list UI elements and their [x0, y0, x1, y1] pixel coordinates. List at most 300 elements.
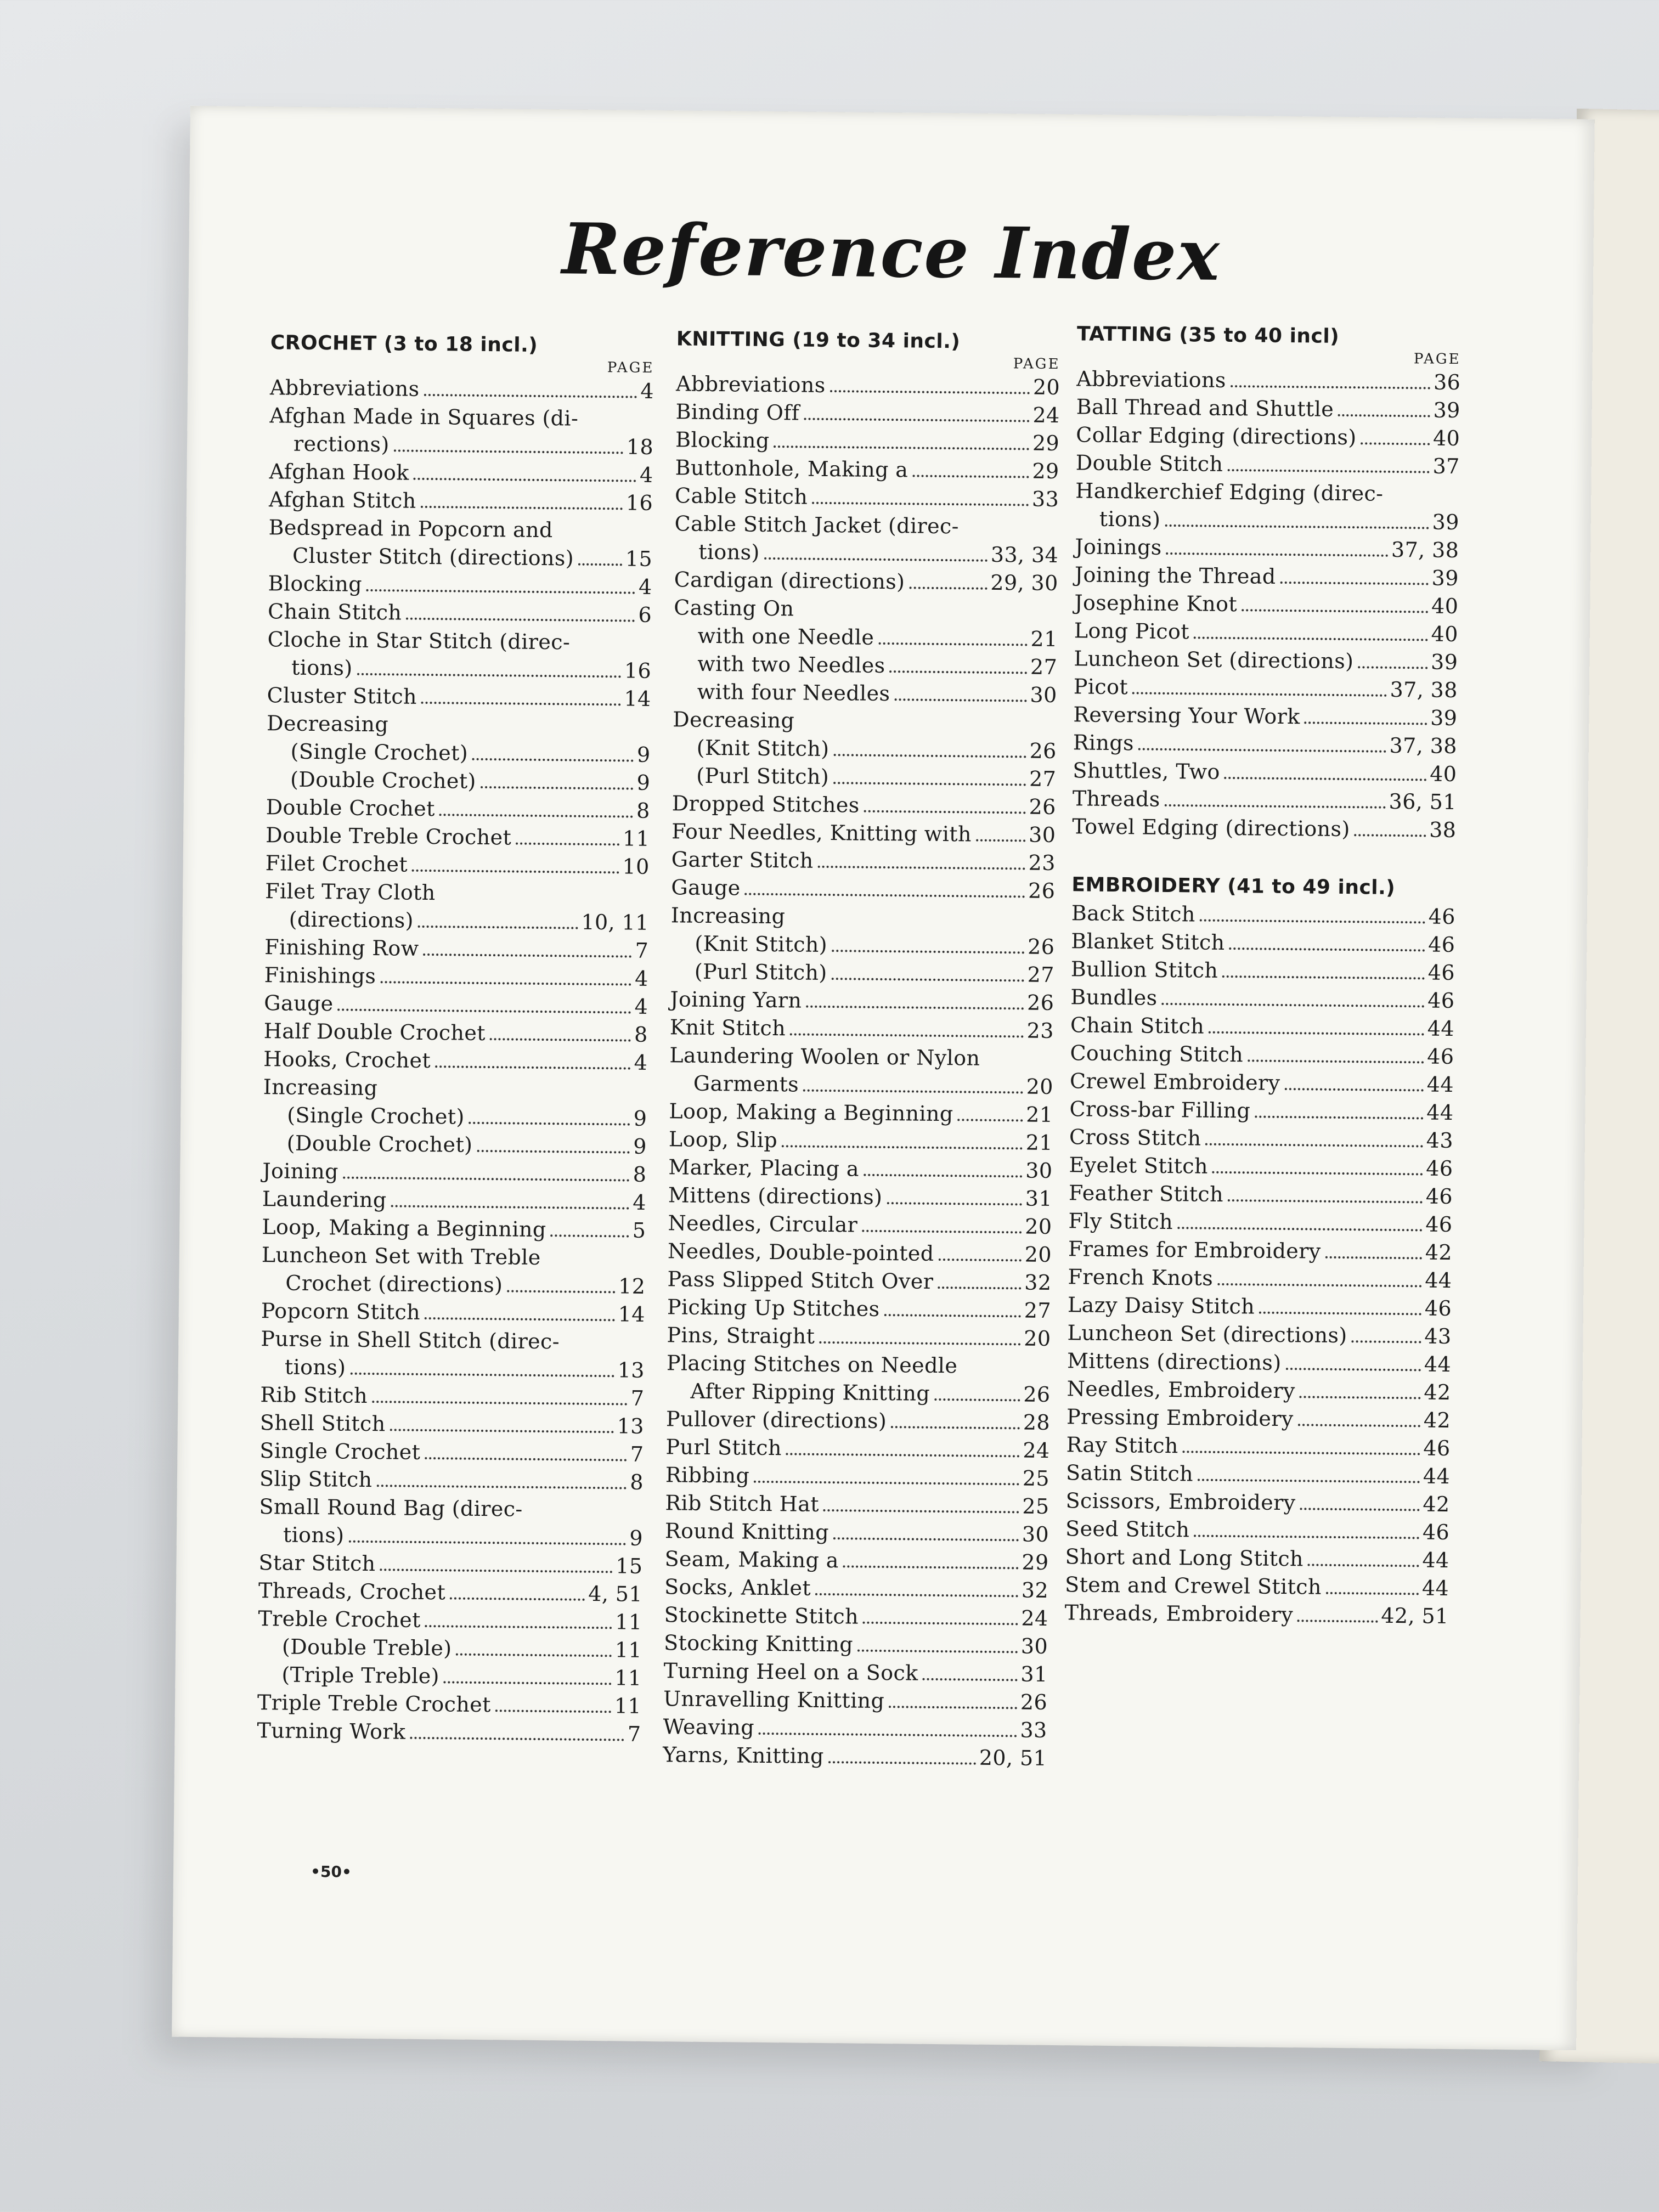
index-entry [1065, 1571, 1449, 1602]
index-entry [261, 1269, 645, 1301]
entry-page: 37, 38 [1391, 537, 1459, 563]
entry-page: 33 [1031, 487, 1059, 512]
entry-page: 27 [1027, 962, 1055, 987]
entry-page: 4 [634, 994, 648, 1019]
entry-text: (Double Treble) [281, 1634, 452, 1661]
dot-leader [889, 1706, 1017, 1709]
dot-leader [894, 698, 1026, 702]
entry-text: Increasing [670, 903, 786, 929]
index-entry [262, 1185, 646, 1217]
index-entry [262, 1241, 646, 1273]
entry-text: Shuttles, Two [1073, 758, 1221, 784]
entry-page: 39 [1432, 510, 1459, 535]
entry-page: 26 [1027, 934, 1055, 959]
entry-page: 14 [618, 1302, 646, 1327]
index-entry [673, 706, 1057, 737]
entry-text: Gauge [671, 875, 741, 900]
dot-leader [1297, 1620, 1378, 1622]
index-entry [665, 1517, 1049, 1549]
entry-text: Gauge [264, 991, 334, 1016]
dot-leader [1280, 582, 1428, 585]
index-entry [668, 1153, 1052, 1185]
index-entry [665, 1489, 1049, 1521]
entry-text: Blocking [268, 571, 363, 596]
entry-text: Slip Stitch [259, 1466, 373, 1492]
index-entry [264, 989, 648, 1021]
index-entry [673, 622, 1057, 653]
index-entry [672, 817, 1056, 849]
dot-leader [380, 981, 631, 985]
index-entry [266, 737, 650, 769]
entry-text: Stem and Crewel Stitch [1064, 1572, 1322, 1599]
entry-text: Four Needles, Knitting with [672, 819, 972, 847]
dot-leader [1227, 469, 1429, 473]
index-entry [266, 793, 650, 825]
entry-page: 42 [1423, 1492, 1450, 1516]
entry-text: Hooks, Crochet [263, 1047, 431, 1073]
dot-leader [830, 390, 1029, 394]
index-entry [1073, 757, 1457, 788]
entry-text: Decreasing [673, 707, 795, 733]
entry-page: 24 [1023, 1438, 1050, 1463]
dot-leader [1166, 552, 1388, 557]
entry-text: French Knots [1068, 1265, 1214, 1290]
index-entry [265, 877, 649, 909]
entry-text: Decreasing [266, 711, 389, 737]
dot-leader [887, 1202, 1022, 1205]
dot-leader [424, 394, 637, 398]
dot-leader [1177, 1227, 1422, 1231]
index-entry [262, 1213, 646, 1245]
dot-leader [1231, 385, 1430, 389]
entry-page: 31 [1020, 1662, 1048, 1686]
entry-text: Pins, Straight [667, 1323, 815, 1348]
dot-leader [745, 893, 1025, 898]
entry-text: Towel Edging (directions) [1072, 814, 1350, 842]
tatting-heading: TATTING (35 to 40 incl) [1076, 323, 1340, 348]
dot-leader [909, 586, 987, 589]
index-entry [671, 901, 1055, 933]
entry-page: 8 [636, 798, 650, 823]
entry-text: Joinings [1075, 534, 1162, 560]
dot-leader [477, 1150, 630, 1154]
dot-leader [884, 1314, 1020, 1317]
entry-page: 20 [1032, 375, 1060, 400]
index-entry [263, 1073, 647, 1105]
entry-text: tions) [291, 655, 353, 680]
dot-leader [439, 814, 633, 817]
entry-page: 27 [1030, 654, 1058, 680]
entry-text: Scissors, Embroidery [1065, 1488, 1296, 1515]
index-entry [263, 1129, 647, 1161]
entry-text: Picot [1073, 674, 1128, 699]
index-entry [676, 370, 1060, 402]
entry-page: 46 [1425, 1212, 1453, 1237]
index-entry [674, 594, 1058, 625]
index-entry [261, 1297, 645, 1329]
crochet-heading: CROCHET (3 to 18 incl.) [270, 331, 538, 357]
entry-page: 39 [1430, 706, 1458, 731]
dot-leader [394, 449, 623, 454]
index-entry [663, 1741, 1047, 1773]
dot-leader [889, 670, 1027, 674]
dot-leader [922, 1678, 1017, 1681]
index-entry [263, 1045, 647, 1077]
dot-leader [831, 978, 1024, 981]
dot-leader [1183, 1451, 1420, 1455]
index-entry [267, 653, 651, 685]
dot-leader [1298, 1424, 1420, 1427]
entry-text: Joining the Thread [1074, 562, 1276, 589]
entry-text: Placing Stitches on Needle [666, 1351, 958, 1378]
entry-text: Abbreviations [1076, 366, 1226, 392]
index-entry [665, 1433, 1049, 1465]
entry-page: 4 [640, 379, 654, 403]
index-entry [667, 1265, 1051, 1297]
dot-leader [490, 1038, 631, 1041]
index-entry [1070, 1039, 1454, 1071]
entry-text: (Purl Stitch) [694, 959, 827, 985]
dot-leader [1194, 636, 1428, 641]
entry-text: Weaving [663, 1714, 755, 1740]
entry-text: Casting On [674, 595, 794, 621]
index-entry [669, 1125, 1053, 1157]
index-entry [1074, 617, 1458, 648]
index-entry [1073, 785, 1457, 816]
entry-page: 40 [1431, 622, 1459, 647]
entry-page: 11 [622, 826, 650, 851]
entry-text: Bedspread in Popcorn and [268, 515, 553, 543]
entry-text: Joining Yarn [670, 987, 802, 1013]
index-entry [670, 957, 1054, 989]
entry-page: 20, 51 [979, 1745, 1047, 1770]
entry-page: 23 [1026, 1018, 1054, 1043]
dot-leader [774, 445, 1029, 450]
entry-text: Cluster Stitch [267, 683, 417, 709]
page-number: •50• [310, 1863, 352, 1881]
dot-leader [1228, 1199, 1423, 1203]
index-entry [264, 1017, 648, 1049]
entry-page: 40 [1431, 594, 1459, 619]
dot-leader [390, 1429, 613, 1433]
entry-text: Seed Stitch [1065, 1516, 1190, 1542]
entry-text: Afghan Stitch [268, 487, 416, 513]
entry-page: 36, 51 [1389, 789, 1457, 815]
entry-page: 4 [634, 966, 648, 991]
index-entry [264, 905, 648, 937]
section-gap [1072, 840, 1457, 877]
tatting-entries [1072, 365, 1460, 844]
entry-text: Pressing Embroidery [1066, 1404, 1294, 1431]
index-entry [666, 1405, 1050, 1437]
dot-leader [516, 843, 619, 846]
index-entry [1070, 983, 1454, 1015]
entry-text: Stocking Knitting [663, 1630, 854, 1657]
entry-page: 44 [1425, 1268, 1452, 1293]
entry-page: 40 [1432, 426, 1460, 451]
dot-leader [1198, 1479, 1420, 1483]
index-entry [667, 1349, 1051, 1381]
entry-text: with four Needles [697, 679, 890, 706]
entry-text: Loop, Slip [668, 1127, 778, 1153]
dot-leader [343, 1177, 630, 1182]
crochet-column [257, 331, 654, 1748]
entry-text: (Double Crochet) [290, 767, 476, 793]
index-entry [1066, 1375, 1451, 1407]
index-entry [258, 1577, 642, 1609]
entry-page: 9 [636, 770, 651, 795]
index-entry [268, 541, 652, 573]
entry-page: 27 [1029, 766, 1057, 791]
dot-leader [878, 642, 1027, 646]
entry-page: 30 [1022, 1522, 1049, 1547]
index-entry [1069, 1179, 1453, 1211]
dot-leader [425, 1625, 612, 1629]
entry-page: 42, 51 [1381, 1603, 1449, 1628]
dot-leader [412, 870, 619, 874]
entry-page: 23 [1028, 850, 1056, 875]
entry-page: 20 [1025, 1214, 1052, 1239]
index-entry [1075, 561, 1459, 592]
entry-page: 21 [1026, 1102, 1053, 1127]
dot-leader [418, 926, 578, 929]
entry-text: Dropped Stitches [672, 791, 860, 817]
index-entry [1074, 645, 1458, 676]
entry-text: (Double Crochet) [286, 1131, 473, 1157]
index-entry [265, 849, 649, 881]
entry-text: Binding Off [675, 399, 800, 425]
dot-leader [976, 839, 1025, 842]
entry-text: Luncheon Set (directions) [1067, 1321, 1347, 1348]
index-entry [1065, 1543, 1449, 1575]
entry-text: Turning Heel on a Sock [663, 1658, 918, 1685]
index-entry [666, 1377, 1050, 1409]
dot-leader [1355, 834, 1426, 837]
dot-leader [425, 1317, 615, 1321]
entry-text: Back Stitch [1071, 901, 1195, 927]
dot-leader [1305, 721, 1427, 725]
dot-leader [472, 758, 634, 762]
index-entry [259, 1465, 644, 1497]
index-entry [1074, 673, 1458, 704]
index-entry [1076, 365, 1460, 397]
entry-text: (Triple Treble) [281, 1662, 440, 1689]
entry-text: Unravelling Knitting [663, 1686, 885, 1713]
dot-leader [764, 557, 988, 562]
entry-text: (Knit Stitch) [695, 931, 828, 957]
index-entry [1066, 1431, 1450, 1463]
entry-page: 46 [1424, 1296, 1452, 1321]
dot-leader [357, 673, 621, 678]
entry-text: Abbreviations [269, 375, 420, 401]
dot-leader [1361, 442, 1430, 445]
entry-page: 10, 11 [581, 910, 649, 935]
entry-page: 43 [1424, 1324, 1452, 1348]
entry-page: 30 [1028, 822, 1056, 847]
entry-text: Feather Stitch [1068, 1181, 1224, 1206]
dot-leader [832, 950, 1024, 953]
entry-text: Mittens (directions) [1066, 1348, 1282, 1375]
dot-leader [444, 1681, 612, 1685]
index-entry [1070, 1011, 1454, 1043]
entry-page: 26 [1029, 738, 1057, 764]
entry-text: Mittens (directions) [668, 1183, 883, 1209]
entry-page: 4 [638, 574, 652, 599]
entry-text: Chain Stitch [1070, 1013, 1205, 1039]
entry-text: Ball Thread and Shuttle [1076, 394, 1334, 421]
index-entry [668, 1237, 1052, 1269]
entry-page: 46 [1426, 1156, 1453, 1181]
index-entry [1069, 1095, 1453, 1127]
dot-leader [843, 1565, 1019, 1569]
dot-leader [804, 418, 1029, 422]
entry-page: 27 [1024, 1298, 1052, 1323]
dot-leader [421, 702, 621, 706]
index-entry [259, 1437, 644, 1469]
dot-leader [864, 1174, 1022, 1178]
entry-text: Pullover (directions) [665, 1407, 887, 1434]
index-entry [1071, 955, 1455, 987]
entry-page: 26 [1026, 990, 1054, 1015]
dot-leader [410, 1737, 624, 1741]
dot-leader [1358, 666, 1427, 669]
entry-text: with two Needles [697, 651, 885, 678]
entry-page: 29 [1032, 431, 1060, 456]
dot-leader [1285, 1368, 1420, 1371]
dot-leader [1351, 1340, 1421, 1343]
entry-text: Cloche in Star Stitch (direc- [267, 627, 571, 654]
dot-leader [1209, 1031, 1424, 1036]
index-entry [673, 678, 1057, 709]
index-entry [264, 933, 648, 965]
index-entry [1065, 1487, 1449, 1519]
dot-leader [1132, 692, 1387, 696]
entry-text: Short and Long Stitch [1065, 1544, 1304, 1571]
dot-leader [938, 1286, 1021, 1289]
entry-page: 44 [1423, 1464, 1451, 1488]
dot-leader [1222, 975, 1424, 980]
dot-leader [1242, 609, 1428, 613]
entry-text: Filet Crochet [265, 851, 408, 877]
entry-page: 36 [1433, 370, 1461, 395]
entry-page: 9 [636, 742, 651, 767]
dot-leader [912, 475, 1029, 478]
dot-leader [1259, 1312, 1421, 1316]
index-entry [1067, 1347, 1451, 1379]
entry-page: 7 [627, 1722, 641, 1746]
index-entry [1070, 1067, 1454, 1099]
entry-page: 8 [630, 1470, 644, 1494]
index-entry [663, 1713, 1047, 1745]
entry-text: Cable Stitch Jacket (direc- [674, 511, 960, 539]
entry-text: (Purl Stitch) [696, 763, 830, 789]
entry-text: Afghan Hook [269, 459, 409, 485]
entry-page: 46 [1427, 1044, 1454, 1069]
dot-leader [1308, 1564, 1419, 1567]
index-entry [667, 1293, 1051, 1325]
entry-page: 7 [635, 938, 649, 963]
entry-page: 12 [618, 1274, 646, 1299]
dot-leader [1300, 1396, 1421, 1399]
index-entry [1075, 477, 1459, 509]
entry-text: Crochet (directions) [285, 1271, 503, 1297]
entry-text: tions) [698, 539, 760, 565]
entry-text: Laundering [262, 1187, 387, 1212]
index-entry [269, 430, 653, 461]
entry-page: 39 [1430, 650, 1458, 675]
entry-text: Pass Slipped Stitch Over [667, 1267, 934, 1294]
index-page [172, 106, 1595, 2050]
knitting-column [663, 328, 1060, 1773]
entry-page: 42 [1425, 1240, 1453, 1265]
dot-leader [372, 1401, 628, 1405]
entry-page: 24 [1021, 1606, 1048, 1630]
entry-text: Satin Stitch [1065, 1460, 1194, 1486]
index-entry [268, 514, 652, 545]
entry-text: Increasing [263, 1075, 378, 1101]
entry-text: (Single Crochet) [290, 739, 469, 765]
index-entry [674, 566, 1058, 597]
entry-page: 46 [1427, 988, 1455, 1013]
entry-page: 32 [1021, 1578, 1049, 1602]
entry-text: Josephine Knot [1074, 590, 1238, 617]
entry-text: Shell Stitch [259, 1410, 386, 1436]
entry-page: 43 [1426, 1128, 1454, 1153]
entry-page: 46 [1428, 904, 1456, 929]
entry-page: 46 [1427, 960, 1455, 985]
entry-text: Finishing Row [264, 935, 419, 961]
entry-text: tions) [1099, 506, 1161, 532]
index-entry [258, 1633, 642, 1664]
entry-page: 26 [1028, 878, 1056, 903]
dot-leader [350, 1373, 614, 1378]
entry-text: Bullion Stitch [1070, 957, 1218, 983]
index-entry [1075, 505, 1459, 537]
entry-text: Seam, Making a [664, 1547, 839, 1573]
entry-text: Stockinette Stitch [664, 1602, 859, 1629]
entry-page: 30 [1030, 682, 1057, 708]
index-entry [1074, 589, 1458, 620]
entry-page: 8 [634, 1022, 648, 1047]
entry-text: Frames for Embroidery [1068, 1237, 1321, 1263]
entry-page: 39 [1433, 398, 1460, 423]
index-entry [266, 765, 650, 797]
index-entry [664, 1545, 1048, 1577]
index-entry [1071, 899, 1455, 931]
entry-page: 20 [1024, 1326, 1051, 1351]
index-entry [1068, 1291, 1452, 1323]
entry-page: 15 [625, 546, 653, 571]
dot-leader [1300, 1508, 1419, 1511]
index-entry [665, 1461, 1049, 1493]
dot-leader [1205, 1143, 1423, 1148]
entry-page: 46 [1422, 1520, 1450, 1544]
dot-leader [495, 1709, 611, 1713]
knitting-entries [663, 370, 1060, 1773]
index-entry [675, 454, 1059, 486]
entry-page: 11 [614, 1638, 642, 1662]
entry-text: Needles, Embroidery [1066, 1376, 1295, 1403]
entry-text: Blocking [675, 427, 770, 453]
index-entry [1073, 701, 1457, 732]
dot-leader [348, 1541, 626, 1545]
dot-leader [469, 1122, 630, 1126]
entry-page: 44 [1426, 1100, 1454, 1125]
dot-leader [864, 810, 1026, 814]
dot-leader [812, 502, 1029, 506]
dot-leader [507, 1290, 615, 1293]
page-title: Reference Index [561, 208, 1221, 297]
